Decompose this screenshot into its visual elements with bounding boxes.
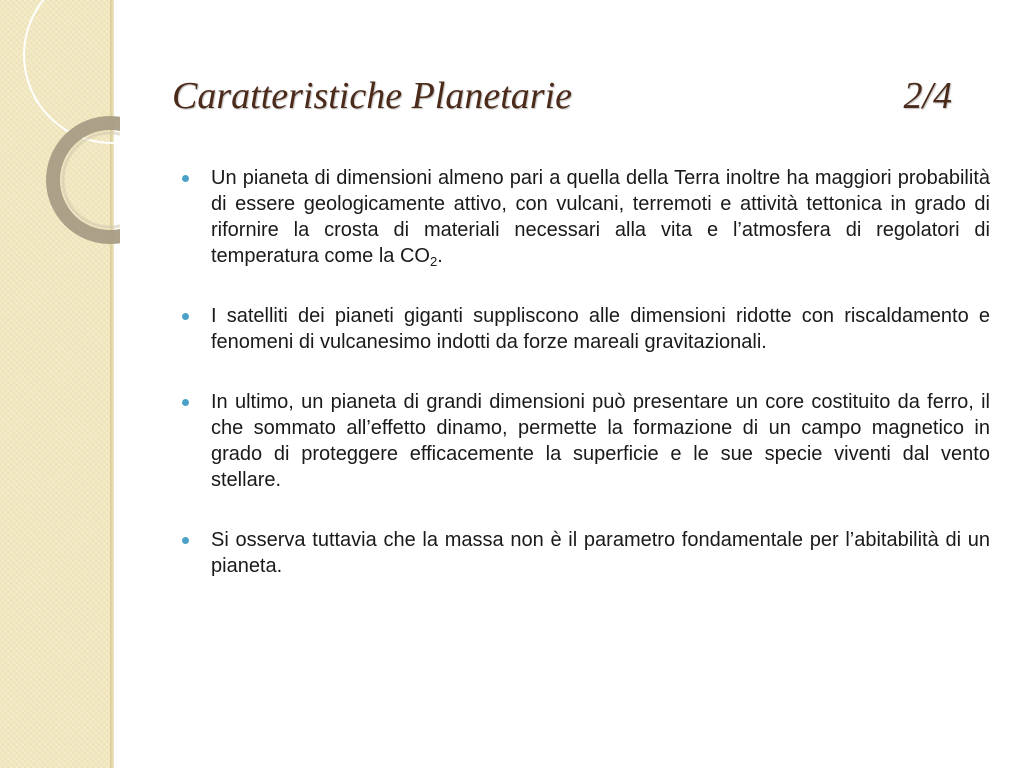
decorative-rings: [0, 0, 120, 300]
bullet-dot-icon: [182, 399, 189, 406]
bullet-item: [180, 389, 990, 493]
bullet-text: Un pianeta di dimensioni almeno pari a quella della Terra inoltre ha maggiori probabilità di essere geologicamente attivo, con vulcani, terremoti e attività tettonica in grado di rifornire la crosta di materiali necessari alla vita e l’atmosfera di regolatori di temperatura come la CO: [211, 167, 990, 267]
bullet-tail: .: [437, 245, 443, 267]
bullet-text: In ultimo, un pianeta di grandi dimensioni può presentare un core costituito da ferro, il che sommato all’effetto dinamo, permette la formazione di un campo magnetico in grado di proteggere efficacemente la superficie e le sue specie viventi dal vento stellare.: [211, 391, 990, 491]
bullet-text: I satelliti dei pianeti giganti suppliscono alle dimensioni ridotte con riscaldamento e fenomeni di vulcanesimo indotti da forze mareali gravitazionali.: [211, 305, 990, 353]
bullet-list: [180, 165, 990, 579]
bullet-dot-icon: [182, 313, 189, 320]
bullet-item: [180, 527, 990, 579]
subscript-2: 2: [429, 254, 438, 269]
bullet-text: Si osserva tuttavia che la massa non è il parametro fondamentale per l’abitabilità di un pianeta.: [211, 529, 990, 577]
bullet-dot-icon: [182, 537, 189, 544]
bullet-item: [180, 303, 990, 355]
slide-page-number: 2/4: [903, 75, 952, 117]
slide-title: Caratteristiche Planetarie: [172, 75, 573, 117]
bullet-dot-icon: [182, 175, 189, 182]
bullet-item: [180, 165, 990, 269]
slide-title-bar: [172, 72, 952, 120]
